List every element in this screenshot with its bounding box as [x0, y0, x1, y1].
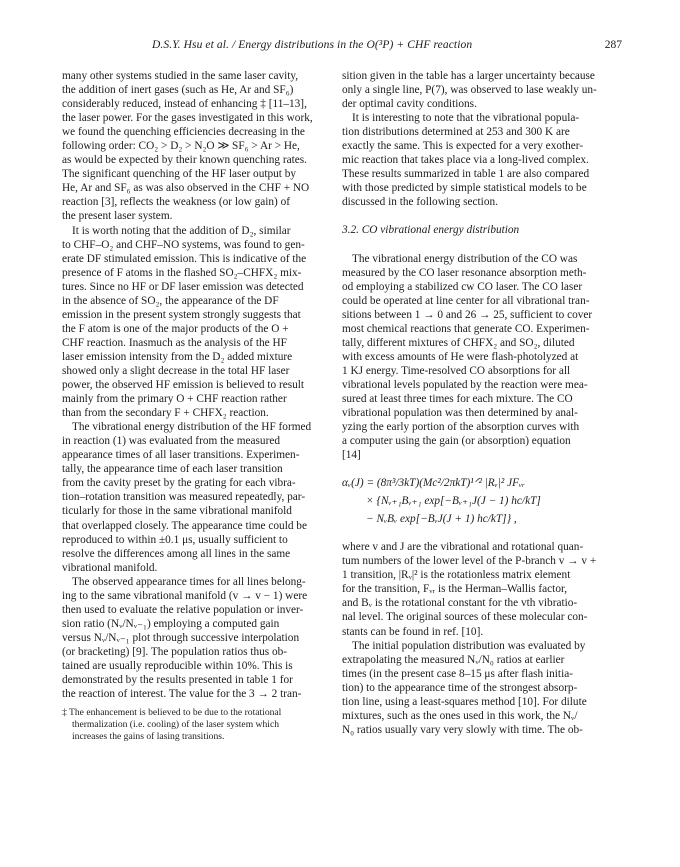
text-line: then used to evaluate the relative population or inver-: [62, 603, 304, 616]
text-line: erate DF stimulated emission. This is indicative of the: [62, 252, 307, 265]
text-line: following order: CO₂ > D₂ > N₂O ≫ SF₆ > Ar > He,: [62, 140, 300, 153]
text-line: in the absence of SO₂, the appearance of the DF: [62, 294, 279, 307]
text-line: from the cavity preset by the grating for each vibra-: [62, 477, 296, 490]
text-line: tures. Since no HF or DF laser emission was detected: [62, 280, 304, 293]
text-line: exactly the same. This is expected for a very exother-: [342, 140, 584, 153]
text-line: with excess amounts of He were flash-photolyzed at: [342, 350, 579, 363]
text-line: we found the quenching efficiencies decreasing in the: [62, 126, 305, 139]
text-line: most chemical reactions that generate CO. Experimen-: [342, 322, 590, 335]
text-line: vibrational manifold.: [62, 561, 158, 574]
text-line: to CHF–O₂ and CHF–NO systems, was found to gen-: [62, 238, 305, 251]
text-line: tally, the appearance time of each laser transition: [62, 463, 283, 476]
left-column-body: [62, 69, 345, 701]
text-line: tally, different mixtures of CHFX₂ and SO₂, diluted: [342, 336, 575, 349]
left-column: [62, 69, 345, 743]
text-line: tained are usually reproducible within 10%. This is: [62, 659, 293, 672]
text-line: vibrational population was then determined by anal-: [342, 407, 578, 420]
text-line: and Bᵥ is the rotational constant for the vth vibratio-: [342, 597, 578, 610]
text-line: 1 transition, |Rᵥ|² is the rotationless matrix element: [342, 569, 571, 582]
text-line: the present laser system.: [62, 210, 173, 223]
text-line: for the transition, Fᵥᵣ is the Herman–Wallis factor,: [342, 583, 568, 596]
text-line: tion distributions determined at 253 and 300 K are: [342, 126, 570, 139]
text-line: showed only a slight decrease in the total HF laser: [62, 364, 290, 377]
text-line: presence of F atoms in the flashed SO₂–CHFX₂ mix-: [62, 266, 302, 279]
text-line: tion) to the appearance time of the strongest absorp-: [342, 681, 578, 694]
text-line: CHF reaction. Inasmuch as the analysis of the HF: [62, 336, 287, 349]
text-line: only a single line, P(7), was observed to lase weakly un-: [342, 84, 597, 97]
text-line: could be operated at line center for all vibrational tran-: [342, 294, 590, 307]
text-line: sured at least three times for each mixture. The CO: [342, 392, 573, 405]
text-line: sitions between 1 → 0 and 26 → 25, sufficient to cover: [342, 308, 593, 321]
text-line: He, Ar and SF₆ as was also observed in the CHF + NO: [62, 182, 310, 195]
text-line: emission in the present system strongly suggests that: [62, 308, 301, 321]
footnote-line: thermalization (i.e. cooling) of the laser system which: [72, 719, 280, 731]
text-line: a computer using the gain (or absorption) equation: [342, 435, 571, 448]
text-line: the reaction of interest. The value for the 3 → 2 tran-: [62, 688, 302, 701]
text-line: discussed in the following section.: [342, 196, 498, 209]
text-line: yzing the early portion of the absorption curves with: [342, 421, 580, 434]
text-line: The initial population distribution was evaluated by: [352, 639, 586, 652]
text-line: These results summarized in table 1 are also compared: [342, 168, 590, 181]
text-line: resolve the differences among all lines in the same: [62, 547, 291, 560]
text-line: with those predicted by simple statistical models to be: [342, 182, 587, 195]
text-line: than from the secondary F + CHFX₂ reaction.: [62, 407, 269, 420]
equation-line: αᵥ(J) = (8π³/3kT)(Mc²/2πkT)¹ᐟ² |Rᵥ|² JFᵥᵣ: [342, 477, 526, 490]
text-line: sition given in the table has a larger uncertainty because: [342, 70, 595, 82]
text-line: where v and J are the vibrational and rotational quan-: [342, 541, 584, 554]
text-line: times (in the present case 8–15 μs after flash initia-: [342, 667, 573, 680]
section-heading: 3.2. CO vibrational energy distribution: [342, 224, 520, 237]
text-line: The observed appearance times for all lines belong-: [72, 575, 306, 588]
text-line: many other systems studied in the same laser cavity,: [62, 70, 299, 82]
right-column-top: [342, 69, 627, 209]
text-line: nal level. The original sources of these molecular con-: [342, 611, 588, 624]
right-column-middle: [342, 252, 627, 463]
text-line: reproduced to within ±0.1 μs, usually sufficient to: [62, 533, 288, 546]
text-line: The vibrational energy distribution of the CO was: [352, 252, 578, 265]
text-line: mic reaction that takes place via a long-lived complex.: [342, 154, 589, 167]
footnote: [62, 707, 345, 743]
text-line: that overlapped closely. The appearance time could be: [62, 519, 307, 532]
text-line: tion line, using a least-squares method [10]. For dilute: [342, 695, 587, 708]
text-line: The vibrational energy distribution of the HF formed: [72, 421, 312, 434]
text-line: versus Nᵥ/Nᵥ₋₁ plot through successive interpolation: [62, 631, 300, 644]
equation-line: − NᵥBᵥ exp[−BᵥJ(J + 1) hc/kT]} ,: [366, 513, 517, 526]
text-line: measured by the CO laser resonance absorption meth-: [342, 266, 587, 279]
footnote-line: ‡ The enhancement is believed to be due to the rotational: [62, 707, 282, 719]
text-line: the laser power. For the gases investigated in this work,: [62, 112, 313, 125]
text-line: tion–rotation transition was measured repeatedly, par-: [62, 491, 306, 504]
text-line: laser emission intensity from the D₂ added mixture: [62, 350, 293, 363]
text-line: od employing a stabilized cw CO laser. The CO laser: [342, 280, 583, 293]
text-line: tum numbers of the lower level of the P-branch v → v +: [342, 555, 597, 568]
text-line: (or bracketing) [9]. The population ratios thus ob-: [62, 645, 288, 658]
right-column: [342, 69, 627, 737]
text-line: appearance times of all laser transitions. Experimen-: [62, 449, 300, 462]
text-line: 1 KJ energy. Time-resolved CO absorptions for all: [342, 364, 571, 377]
text-line: extrapolating the measured Nᵥ/N₀ ratios at earlier: [342, 653, 565, 666]
footnote-line: increases the gains of lasing transitions.: [72, 731, 225, 743]
text-line: sion ratio (Nᵥ/Nᵥ₋₁) employing a computed gain: [62, 617, 280, 630]
gain-equation: [342, 474, 627, 528]
text-line: It is worth noting that the addition of D₂, similar: [72, 224, 291, 237]
text-line: N₀ ratios usually vary very slowly with time. The ob-: [342, 723, 583, 736]
text-line: It is interesting to note that the vibrational popula-: [352, 112, 580, 125]
text-line: ticularly for those in the same vibrational manifold: [62, 505, 292, 518]
text-line: considerably reduced, instead of enhancing ‡ [11–13],: [62, 98, 307, 111]
text-line: power, the observed HF emission is believed to result: [62, 379, 305, 392]
text-line: der optimal cavity conditions.: [342, 98, 477, 111]
running-header: D.S.Y. Hsu et al. / Energy distributions in the O(³P) + CHF reaction: [152, 39, 473, 51]
text-line: ing to the same vibrational manifold (v → v − 1) were: [62, 589, 308, 602]
text-line: mixtures, such as the ones used in this work, the Nᵥ/: [342, 709, 578, 722]
text-line: demonstrated by the results presented in table 1 for: [62, 674, 293, 687]
text-line: vibrational levels populated by the reaction were mea-: [342, 378, 588, 391]
text-line: stants can be found in ref. [10].: [342, 625, 484, 638]
text-line: the addition of inert gases (such as He, Ar and SF₆): [62, 84, 294, 97]
text-line: in reaction (1) was evaluated from the measured: [62, 435, 281, 448]
text-line: The significant quenching of the HF laser output by: [62, 168, 297, 181]
text-line: the F atom is one of the major products of the O +: [62, 322, 289, 335]
right-column-bottom: [342, 540, 627, 737]
text-line: [14]: [342, 449, 361, 462]
text-line: mainly from the primary O + CHF reaction rather: [62, 393, 287, 406]
text-line: as would be expected by their known quenching rates.: [62, 154, 308, 167]
text-line: reaction [3], reflects the weakness (or low gain) of: [62, 196, 291, 209]
equation-line: × {Nᵥ₊₁Bᵥ₊₁ exp[−Bᵥ₊₁J(J − 1) hc/kT]: [366, 495, 541, 508]
page-number: 287: [604, 39, 622, 51]
